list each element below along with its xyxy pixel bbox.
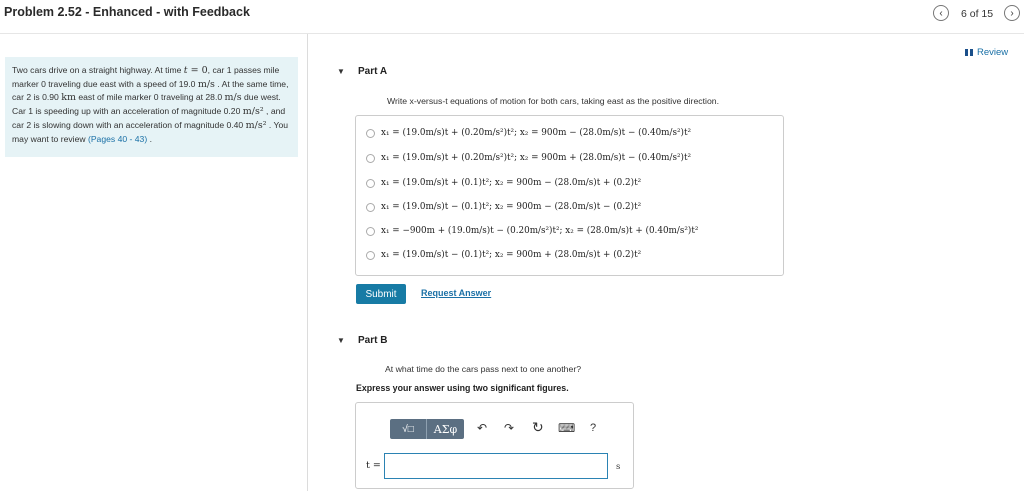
review-label: Review	[977, 47, 1009, 58]
part-a-collapse-caret-icon[interactable]: ▼	[337, 67, 345, 76]
choice-equation: x₁ = (19.0m/s)t + (0.20m/s²)t²; x₂ = 900m + (28.0m/s)t − (0.40m/s²)t²	[381, 153, 692, 163]
request-answer-link[interactable]: Request Answer	[421, 288, 492, 298]
unit: m/s	[224, 92, 242, 104]
answer-variable-label: t =	[366, 460, 381, 471]
radio-button[interactable]	[366, 227, 375, 236]
templates-icon: √□	[402, 423, 414, 435]
part-a-label[interactable]: Part A	[358, 66, 388, 77]
previous-problem-button[interactable]	[933, 5, 949, 21]
part-b-instruction: Express your answer using two significant figures.	[356, 383, 569, 393]
greek-icon: ΑΣφ	[433, 422, 458, 436]
unit: m/s²	[242, 106, 264, 118]
choice-option[interactable]	[366, 202, 641, 212]
answer-unit: s	[616, 462, 621, 472]
radio-button[interactable]	[366, 154, 375, 163]
unit: m/s	[197, 78, 215, 90]
answer-input[interactable]	[384, 453, 608, 479]
choice-option[interactable]	[366, 250, 641, 260]
page-title: Problem 2.52 - Enhanced - with Feedback	[4, 5, 250, 19]
help-icon[interactable]: ?	[590, 422, 597, 434]
choice-equation: x₁ = (19.0m/s)t + (0.20m/s²)t²; x₂ = 900m − (28.0m/s)t − (0.40m/s²)t²	[381, 128, 692, 138]
part-b-label[interactable]: Part B	[358, 335, 388, 346]
problem-text: east of mile marker 0 traveling at 28.0	[75, 92, 225, 103]
pages-link[interactable]: (Pages 40 - 43)	[87, 133, 148, 144]
radio-button[interactable]	[366, 179, 375, 188]
choice-equation: x₁ = (19.0m/s)t − (0.1)t²; x₂ = 900m + (28.0m/s)t + (0.2)t²	[381, 250, 642, 260]
header-divider	[0, 33, 1024, 34]
unit: m/s²	[245, 119, 267, 131]
choice-option[interactable]	[366, 226, 698, 236]
review-icon	[965, 49, 973, 56]
part-a-instruction: Write x-versus-t equations of motion for both cars, taking east as the positive direction.	[387, 96, 720, 106]
column-divider	[307, 34, 308, 491]
problem-statement	[5, 57, 298, 157]
next-problem-button[interactable]	[1004, 5, 1020, 21]
radio-button[interactable]	[366, 251, 375, 260]
answer-panel	[355, 402, 634, 489]
problem-pager: 6 of 15	[961, 8, 994, 20]
choice-equation: x₁ = (19.0m/s)t + (0.1)t²; x₂ = 900m − (28.0m/s)t + (0.2)t²	[381, 178, 642, 188]
problem-text: . At the same time, car 2 is 0.90	[12, 78, 289, 103]
choice-option[interactable]	[366, 153, 691, 163]
greek-symbols-button[interactable]	[426, 419, 464, 439]
undo-icon[interactable]: ↶	[477, 421, 488, 435]
radio-button[interactable]	[366, 129, 375, 138]
part-b-collapse-caret-icon[interactable]: ▼	[337, 336, 345, 345]
review-link[interactable]	[965, 47, 1008, 58]
problem-text: Two cars drive on a straight highway. At time	[12, 65, 184, 75]
choice-list	[355, 115, 784, 276]
choice-equation: x₁ = −900m + (19.0m/s)t − (0.20m/s²)t²; x₂ = (28.0m/s)t + (0.40m/s²)t²	[381, 226, 699, 236]
radio-button[interactable]	[366, 203, 375, 212]
reset-icon[interactable]: ↻	[532, 419, 544, 435]
problem-text: , and car 2 is slowing down with an acceleration of magnitude 0.40	[12, 106, 286, 130]
choice-option[interactable]	[366, 128, 691, 138]
problem-text: . You may want to review	[12, 119, 289, 144]
unit: km	[61, 92, 76, 104]
time-variable: t	[183, 65, 188, 76]
problem-text: .	[147, 133, 152, 144]
chevron-right-icon: ›	[1010, 7, 1014, 19]
keyboard-icon[interactable]: ⌨	[558, 421, 576, 435]
submit-button[interactable]: Submit	[356, 284, 406, 304]
time-value: = 0	[187, 65, 208, 76]
choice-option[interactable]	[366, 178, 641, 188]
part-b-question: At what time do the cars pass next to one another?	[385, 364, 582, 374]
problem-text: due west. Car 1 is speeding up with an acceleration of magnitude 0.20	[12, 92, 281, 117]
problem-text: , car 1 passes mile marker 0 traveling due east with a speed of 19.0	[12, 65, 280, 89]
choice-equation: x₁ = (19.0m/s)t − (0.1)t²; x₂ = 900m − (28.0m/s)t − (0.2)t²	[381, 202, 642, 212]
redo-icon[interactable]: ↷	[504, 421, 515, 435]
chevron-left-icon: ‹	[939, 7, 943, 19]
templates-button[interactable]	[390, 419, 426, 439]
